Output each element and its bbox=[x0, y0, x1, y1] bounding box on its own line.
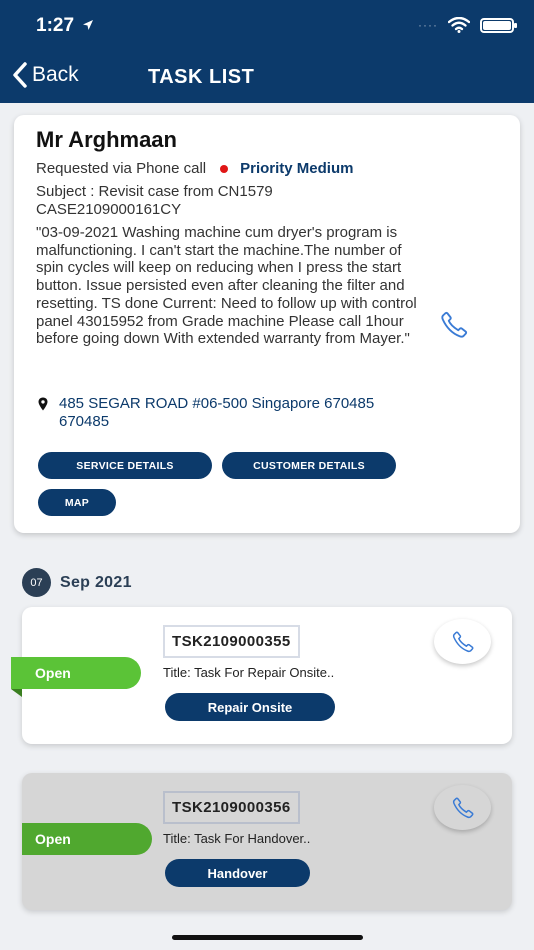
wifi-icon bbox=[448, 17, 470, 33]
navigation-arrow-icon bbox=[82, 19, 94, 31]
battery-icon bbox=[480, 18, 514, 33]
requested-via: Requested via Phone call bbox=[36, 160, 207, 177]
priority-dot-icon bbox=[220, 165, 228, 173]
chevron-left-icon bbox=[12, 62, 28, 88]
customer-details-button[interactable]: CUSTOMER DETAILS bbox=[222, 452, 396, 479]
task-card[interactable] bbox=[22, 773, 512, 910]
customer-name: Mr Arghmaan bbox=[36, 127, 177, 152]
task-id: TSK2109000356 bbox=[163, 791, 300, 824]
phone-icon bbox=[451, 796, 475, 820]
case-description: "03-09-2021 Washing machine cum dryer's program is malfunctioning. I can't start the machine.The number of spin cycles will keep on reducing when I press the start button. Issue persisted even after cleaning the filter and resetting. TS done Current: Need to follow up with control panel 43015952 from Grade machine Please call 1hour before going down With extended warranty from Mayer." bbox=[36, 224, 417, 348]
phone-icon bbox=[451, 630, 475, 654]
date-month-year: Sep 2021 bbox=[60, 573, 132, 591]
phone-icon[interactable] bbox=[439, 310, 469, 340]
case-card bbox=[14, 115, 520, 533]
top-bar bbox=[0, 0, 534, 103]
case-id: CASE2109000161CY bbox=[36, 201, 182, 218]
task-id: TSK2109000355 bbox=[163, 625, 300, 658]
status-time: 1:27 bbox=[36, 15, 94, 37]
task-title: Title: Task For Handover.. bbox=[163, 831, 311, 846]
date-day-badge: 07 bbox=[22, 568, 51, 597]
home-indicator[interactable] bbox=[172, 935, 363, 940]
address-text: 485 SEGAR ROAD #06-500 Singapore 670485 670485 bbox=[59, 395, 375, 430]
status-badge: Open bbox=[22, 823, 152, 855]
date-group-header bbox=[22, 568, 132, 597]
page-title: TASK LIST bbox=[148, 66, 255, 88]
service-details-button[interactable]: SERVICE DETAILS bbox=[38, 452, 212, 479]
task-action-button[interactable]: Handover bbox=[165, 859, 310, 887]
back-label: Back bbox=[32, 63, 79, 86]
call-button[interactable] bbox=[434, 619, 491, 664]
ribbon-fold bbox=[11, 689, 22, 697]
case-subject bbox=[36, 183, 273, 219]
task-card[interactable] bbox=[22, 607, 512, 744]
signal-dots: ···· bbox=[418, 18, 438, 32]
request-info bbox=[36, 160, 353, 177]
location-pin-icon bbox=[36, 397, 50, 411]
status-icons bbox=[418, 17, 514, 33]
task-action-button[interactable]: Repair Onsite bbox=[165, 693, 335, 721]
address bbox=[36, 395, 389, 430]
back-button[interactable] bbox=[12, 62, 79, 88]
priority-label: Priority Medium bbox=[240, 160, 354, 177]
call-button[interactable] bbox=[434, 785, 491, 830]
task-title: Title: Task For Repair Onsite.. bbox=[163, 665, 335, 680]
status-badge: Open bbox=[11, 657, 141, 689]
subject-line: Subject : Revisit case from CN1579 bbox=[36, 183, 273, 200]
map-button[interactable]: MAP bbox=[38, 489, 116, 516]
